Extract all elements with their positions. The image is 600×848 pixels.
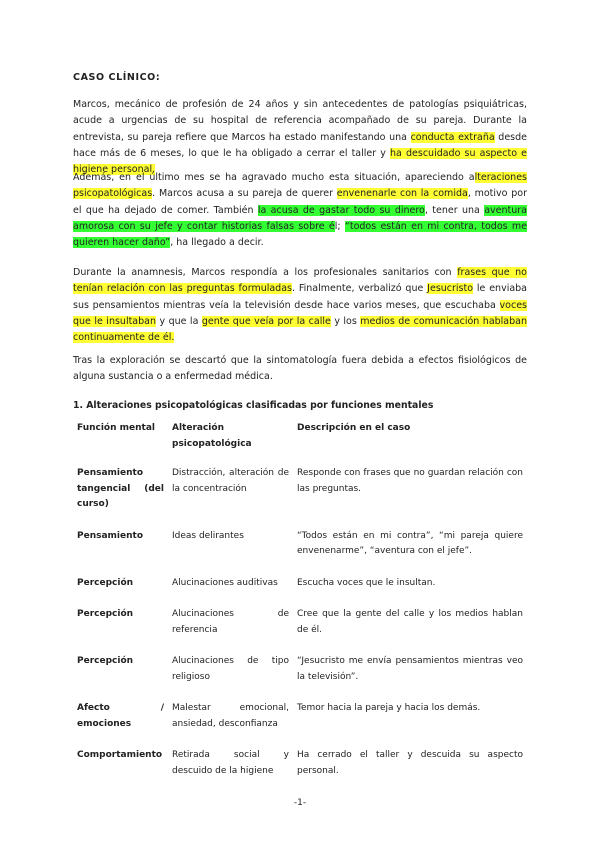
cell-alteracion: Malestar emocional, ansiedad, desconfianza (172, 703, 289, 729)
header-funcion: Función mental (77, 423, 156, 433)
cell-funcion: Pensamiento (77, 530, 143, 541)
highlight-yellow: frases que no tenían relación con las preguntas formuladas (73, 267, 527, 295)
cell-descripcion: “Jesucristo me envía pensamientos mientras veo la televisión”. (297, 656, 523, 682)
text-segment: Marcos, mecánico de profesión de 24 años y sin antecedentes de patologías psiquiátricas, acude a urgencias de su hospital de referencia acompañado de su pareja. Durante la entrevista, su pareja refiere que Marcos ha estado manifestando una (73, 99, 527, 143)
text-segment: desde hace más de 6 meses, lo que le ha obligado a cerrar el taller y (73, 131, 527, 159)
header-descripcion: Descripción en el caso (297, 423, 411, 433)
highlight-yellow: medios de comunicación hablaban continuamente de él. (73, 315, 528, 344)
cell-alteracion: Alucinaciones de tipo religioso (172, 656, 289, 682)
cell-funcion: Percepción (77, 656, 134, 666)
highlight-green: la acusa de gastar todo su dinero (257, 204, 425, 216)
cell-alteracion: Ideas delirantes (172, 530, 244, 541)
text-segment: , ha llegado a decir. (170, 237, 264, 249)
text-segment: Tras la exploración se descartó que la sintomatología fuera debida a efectos fisiológicos de alguna sustancia o a enfermedad médica. (73, 355, 527, 383)
cell-descripcion: Temor hacia la pareja y hacia los demás. (297, 703, 481, 713)
header-alteracion: Alteración psicopatológica (172, 423, 252, 449)
cell-descripcion: Cree que la gente del calle y los medios hablan de él. (297, 609, 523, 635)
text-segment: y que la (156, 315, 202, 327)
highlight-yellow: gente que veía por la calle (201, 315, 331, 327)
highlight-yellow: lteraciones psicopatológicas (73, 172, 527, 200)
cell-funcion: Pensamiento tangencial (del curso) (77, 468, 164, 509)
paragraph-3 (73, 265, 527, 346)
highlight-green: “todos están en mi contra, todos me quieren hacer daño” (73, 220, 527, 249)
table-header-row (73, 421, 527, 466)
cell-alteracion: Distracción, alteración de la concentración (172, 468, 289, 494)
text-segment: , motivo por el que ha dejado de comer. También (73, 188, 527, 216)
cell-descripcion: Escucha voces que le insultan. (297, 577, 436, 588)
cell-funcion: Percepción (77, 609, 134, 619)
highlight-green: aventura amorosa con su jefe y contar historias falsas sobre é (73, 204, 527, 232)
cell-alteracion: Alucinaciones de referencia (172, 609, 289, 635)
table-row (73, 701, 527, 748)
page-number: -1- (293, 798, 307, 808)
table-row (73, 466, 527, 529)
cell-funcion: Percepción (77, 577, 134, 588)
text-segment: , tener una (424, 204, 485, 216)
cell-funcion: Comportamiento (77, 750, 163, 760)
text-segment: . Finalmente, verbalizó que (292, 283, 428, 295)
table-row (73, 576, 527, 608)
highlight-yellow: envenenarle con la comida (336, 188, 468, 200)
cell-descripcion: Responde con frases que no guardan relación con las preguntas. (297, 468, 523, 494)
text-segment: Durante la anamnesis, Marcos respondía a los profesionales sanitarios con (73, 267, 458, 278)
text-segment: le enviaba sus pensamientos mientras veía la televisión desde hace varios meses, que escuchaba (73, 283, 528, 311)
cell-funcion: Afecto / emociones (77, 703, 164, 729)
table-row (73, 607, 527, 654)
table-row (73, 748, 527, 795)
highlight-yellow: conducta extraña (410, 131, 495, 143)
highlight-yellow: Jesucristo (427, 283, 474, 295)
section-title: 1. Alteraciones psicopatológicas clasificadas por funciones mentales (73, 400, 434, 411)
cell-alteracion: Alucinaciones auditivas (172, 577, 278, 588)
cell-descripcion: Ha cerrado el taller y descuida su aspecto personal. (297, 750, 523, 776)
alterations-table (73, 421, 527, 795)
paragraph-1 (73, 97, 527, 178)
text-segment: y los (330, 315, 361, 327)
cell-descripcion: “Todos están en mi contra”, “mi pareja quiere envenenarme”, “aventura con el jefe”. (297, 530, 523, 556)
table-row (73, 529, 527, 576)
table-row (73, 654, 527, 701)
case-heading: CASO CLÍNICO: (73, 72, 161, 83)
highlight-yellow: voces que le insultaban (73, 299, 527, 327)
highlight-yellow: ha descuidado su aspecto e higiene personal. (73, 147, 527, 176)
text-segment: l; (334, 220, 345, 232)
text-segment: . Marcos acusa a su pareja de querer (152, 188, 337, 200)
paragraph-4 (73, 353, 527, 386)
cell-alteracion: Retirada social y descuido de la higiene (172, 750, 289, 776)
text-segment: Además, en el último mes se ha agravado mucho esta situación, apareciendo a (73, 172, 475, 183)
paragraph-2 (73, 170, 527, 251)
